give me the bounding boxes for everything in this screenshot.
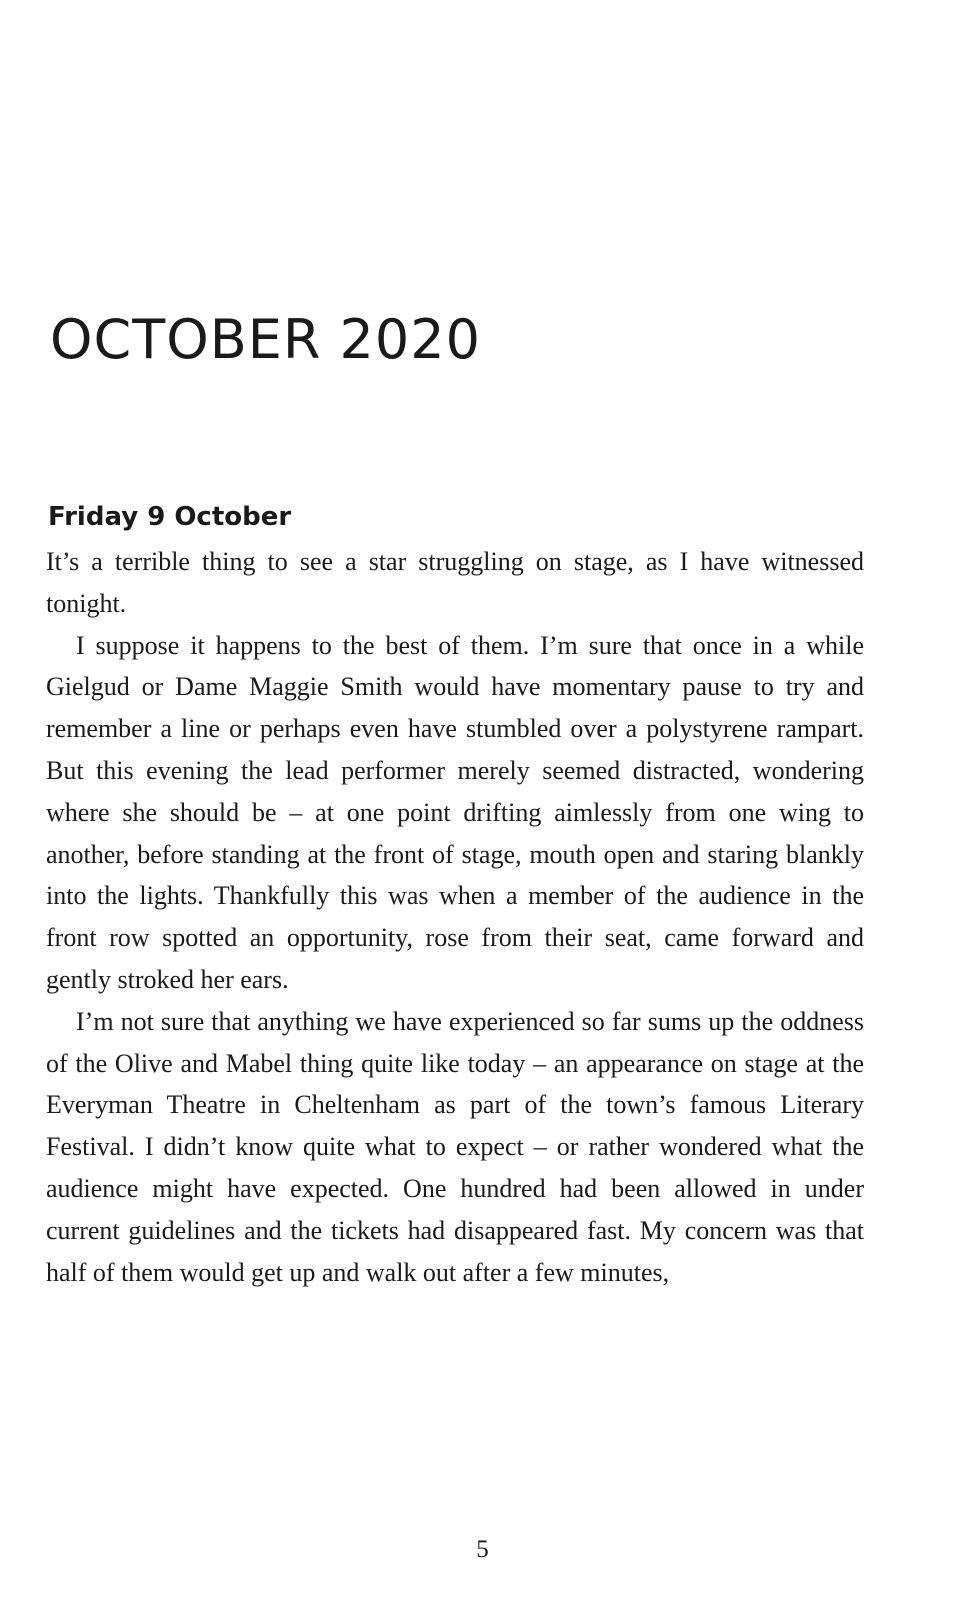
diary-entry-body	[46, 541, 864, 1293]
paragraph-3: I’m not sure that anything we have experienced so far sums up the oddness of the Olive and Mabel thing quite like today – an appearance on stage at the Everyman Theatre in Cheltenham as part of the town’s famous Literary Festival. I didn’t know quite what to expect – or rather wondered what the audience might have expected. One hundred had been allowed in under current guidelines and the tickets had disappeared fast. My concern was that half of them would get up and walk out after a few minutes,	[46, 1006, 864, 1287]
diary-entry-date-heading: Friday 9 October	[48, 502, 292, 532]
paragraph-1: It’s a terrible thing to see a star struggling on stage, as I have witnessed tonight.	[46, 547, 864, 618]
chapter-title: OCTOBER 2020	[50, 308, 481, 371]
page-number: 5	[476, 1536, 489, 1563]
paragraph-2: I suppose it happens to the best of them. I’m sure that once in a while Gielgud or Dame Maggie Smith would have momentary pause to try and remember a line or perhaps even have stumbled over a polystyrene rampart. But this evening the lead performer merely seemed distracted, wondering where she should be – at one point drifting aimlessly from one wing to another, before standing at the front of stage, mouth open and staring blankly into the lights. Thankfully this was when a member of the audience in the front row spotted an opportunity, rose from their seat, came forward and gently stroked her ears.	[46, 630, 864, 994]
